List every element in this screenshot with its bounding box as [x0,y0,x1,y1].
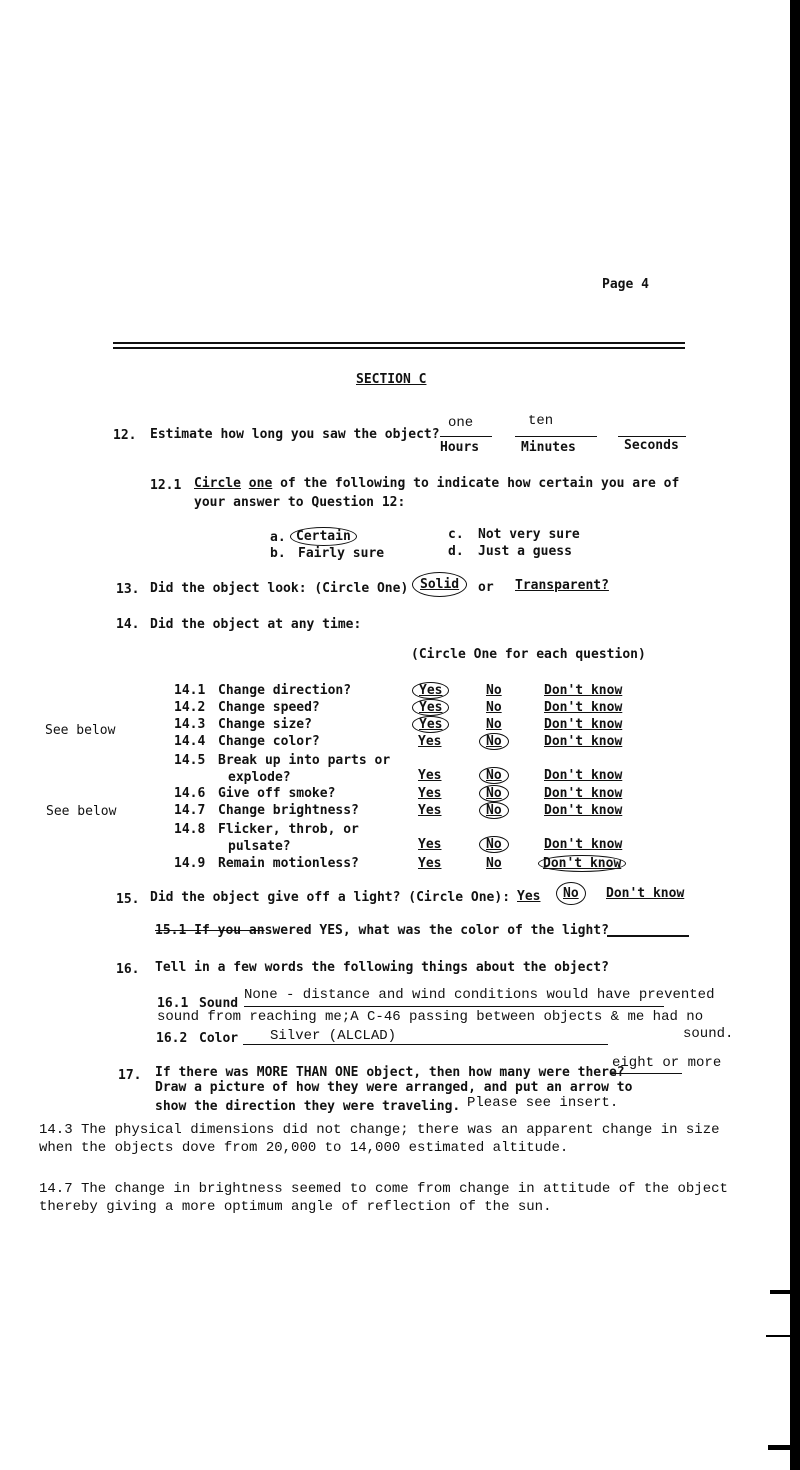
color-number: 16.2 [156,1031,188,1046]
page-number: Page 4 [602,277,649,292]
q14-yes: Yes [418,837,442,852]
q14-no [485,786,509,801]
note-14-7-line1: 14.7 The change in brightness seemed to come from change in attitude of the object [39,1181,728,1197]
q14-yes [418,700,449,715]
q16-number: 16. [116,962,140,977]
see-below-note: See below [46,804,117,819]
q14-dont-know: Don't know [544,837,623,852]
q14-item-text: Change direction? [218,683,352,698]
q14-yes: Yes [418,856,442,871]
q14-no [485,803,509,818]
seconds-label: Seconds [624,438,679,453]
q14-no [485,734,509,749]
q14-dont-know [544,856,626,871]
q14-no-circled: No [479,733,509,750]
q14-yes-circled: Yes [412,682,449,699]
q14-no-circled: No [479,785,509,802]
q15-followup-text: swered YES, what was the color of the light? [264,923,609,938]
note-14-3-line2: when the objects dove from 20,000 to 14,000 estimated altitude. [39,1140,569,1156]
option-a-key: a. [270,530,286,545]
q14-item-number: 14.1 [174,683,206,698]
q17-answer: eight or more [612,1055,722,1071]
q17-line3: show the direction they were traveling. [155,1099,461,1114]
q12-1-number: 12.1 [150,478,182,493]
q14-yes: Yes [418,786,442,801]
q17-answer-line [610,1073,682,1074]
sound-answer-line3: sound. [683,1026,734,1042]
q17-number: 17. [118,1068,142,1083]
q14-number: 14. [116,617,140,632]
minutes-line [515,436,597,437]
option-d-key: d. [448,544,464,559]
q14-yes: Yes [418,734,442,749]
q14-item-text: Break up into parts or [218,753,391,768]
option-c-key: c. [448,527,464,542]
q13-solid [418,577,467,592]
struck-prefix: 15.1 If you an [155,923,265,938]
q14-yes: Yes [418,803,442,818]
q14-item-number: 14.6 [174,786,206,801]
q14-dont-know: Don't know [544,683,623,698]
divider [113,342,685,344]
q12-1-text-b: your answer to Question 12: [194,495,406,510]
sound-underline [244,1006,664,1007]
q14-dont-know: Don't know [544,717,623,732]
q14-item-text: Flicker, throb, or [218,822,359,837]
q16-text: Tell in a few words the following things about the object? [155,960,609,975]
option-d-label: Just a guess [478,544,572,559]
option-a [296,529,357,544]
q14-item-text: Change speed? [218,700,320,715]
option-b-label: Fairly sure [298,546,385,561]
q14-item-number: 14.2 [174,700,206,715]
transparent-option: Transparent? [515,578,609,593]
q14-dont-know: Don't know [544,786,623,801]
q14-yes [418,683,449,698]
q14-no-circled: No [479,836,509,853]
q14-yes [418,717,449,732]
hours-answer: one [448,415,474,431]
q12-1-text [194,476,679,491]
q14-no: No [486,856,502,871]
q12-number: 12. [113,428,137,443]
q12-text: Estimate how long you saw the object? [150,427,440,442]
q15-no: No [556,882,586,905]
sound-label: Sound [199,996,239,1011]
q14-text: Did the object at any time: [150,617,362,632]
section-title: SECTION C [356,372,427,387]
q14-no [485,837,509,852]
q14-item-text: Give off smoke? [218,786,336,801]
q17-line3-answer: Please see insert. [467,1095,619,1111]
q14-dont-know-circled: Don't know [538,855,626,872]
q14-no: No [486,717,502,732]
q14-yes-circled: Yes [412,716,449,733]
q13-number: 13. [116,582,140,597]
q14-dont-know: Don't know [544,700,623,715]
q17-text: If there was MORE THAN ONE object, then how many were there? [155,1065,625,1080]
minutes-answer: ten [528,413,554,429]
seconds-line [618,436,686,437]
q14-item-number: 14.3 [174,717,206,732]
q14-no [485,768,509,783]
q14-dont-know: Don't know [544,803,623,818]
hours-label: Hours [440,440,480,455]
color-underline [243,1044,608,1045]
q14-item-text: Remain motionless? [218,856,359,871]
note-14-3-line1: 14.3 The physical dimensions did not change; there was an apparent change in size [39,1122,720,1138]
q14-item-number: 14.9 [174,856,206,871]
option-c-label: Not very sure [478,527,580,542]
sound-answer-line2: sound from reaching me;A C-46 passing between objects & me had no [157,1009,704,1025]
q14-instructions: (Circle One for each question) [411,647,646,662]
q15-followup [155,923,609,938]
q14-item-text: Change size? [218,717,312,732]
q13-or: or [478,580,494,595]
q14-yes: Yes [418,768,442,783]
q14-no: No [486,700,502,715]
circle-word: Circle [194,476,241,491]
q14-no-circled: No [479,802,509,819]
q14-item-text-cont: explode? [228,770,291,785]
scan-mark [766,1335,790,1337]
scan-mark [768,1445,790,1450]
q15-yes: Yes [517,889,541,904]
q15-no-wrap [562,886,586,901]
q15-number: 15. [116,892,140,907]
q14-item-number: 14.8 [174,822,206,837]
sound-number: 16.1 [157,996,189,1011]
solid-option: Solid [412,572,467,597]
q14-yes-circled: Yes [412,699,449,716]
q14-dont-know: Don't know [544,768,623,783]
q14-no: No [486,683,502,698]
q14-dont-know: Don't know [544,734,623,749]
option-a-label: Certain [290,527,357,546]
q14-item-text: Change brightness? [218,803,359,818]
hours-line [440,436,492,437]
q14-item-text: Change color? [218,734,320,749]
light-color-line [607,935,689,937]
scan-edge [790,0,800,1470]
q14-no-circled: No [479,767,509,784]
scan-mark [770,1290,790,1294]
q14-item-number: 14.7 [174,803,206,818]
q14-item-text-cont: pulsate? [228,839,291,854]
see-below-note: See below [45,723,116,738]
q15-dont-know: Don't know [606,886,685,901]
minutes-label: Minutes [521,440,576,455]
sound-answer-line1: None - distance and wind conditions would have prevented [244,987,715,1003]
q17-line2: Draw a picture of how they were arranged, and put an arrow to [155,1080,633,1095]
q14-item-number: 14.5 [174,753,206,768]
color-answer: Silver (ALCLAD) [270,1028,397,1044]
option-b-key: b. [270,546,286,561]
q15-text: Did the object give off a light? (Circle One): [150,890,511,905]
q14-item-number: 14.4 [174,734,206,749]
color-label: Color [199,1031,239,1046]
q13-text: Did the object look: (Circle One) [150,581,409,596]
one-word: one [248,476,273,491]
divider [113,347,685,349]
q12-1-text-a: of the following to indicate how certain you are of [280,476,680,491]
note-14-7-line2: thereby giving a more optimum angle of reflection of the sun. [39,1199,552,1215]
